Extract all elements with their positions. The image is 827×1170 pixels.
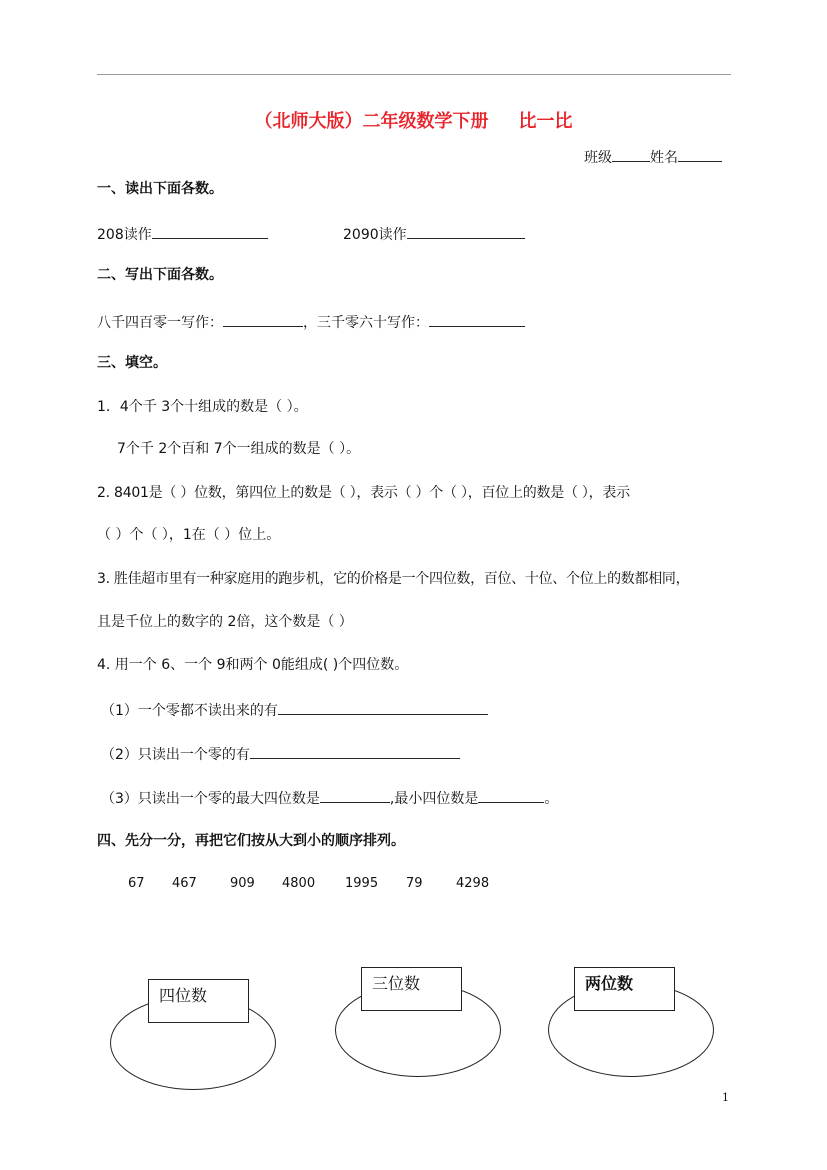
q4-sub3-blank-a[interactable]	[320, 788, 390, 803]
number-item: 1995	[345, 876, 379, 891]
number-item: 67	[128, 876, 145, 891]
q4-sub3-label-c: 。	[544, 791, 559, 807]
q4-sub1	[101, 700, 488, 720]
group-label-two-digit: 两位数	[574, 967, 675, 1011]
section4-heading: 四、先分一分，再把它们按从大到小的顺序排列。	[97, 833, 405, 849]
group-label-four-digit: 四位数	[148, 979, 249, 1023]
write-a-label: 八千四百零一写作：	[97, 315, 223, 331]
section1-item2	[343, 224, 525, 244]
name-blank[interactable]	[678, 147, 722, 162]
q4-sub3-label-a: （3）只读出一个零的最大四位数是	[101, 791, 320, 807]
name-label: 姓名	[650, 150, 678, 166]
class-blank[interactable]	[612, 147, 650, 162]
number-item: 4800	[282, 876, 316, 891]
q1-line1: 1．4个千 3个十组成的数是（ ）。	[97, 399, 308, 415]
q4-sub2	[101, 744, 460, 764]
section2-heading: 二、写出下面各数。	[97, 267, 223, 283]
number-item: 79	[406, 876, 423, 891]
q4-sub3	[101, 788, 558, 808]
write-a-blank[interactable]	[223, 312, 303, 327]
write-b-label: ，三千零六十写作：	[303, 315, 429, 331]
section3-heading: 三、填空。	[97, 355, 167, 371]
q2-line1: 2. 8401是（ ）位数，第四位上的数是（ ），表示（ ）个（ ），百位上的数是（ ），表示	[97, 485, 630, 501]
q4-sub3-label-b: ,最小四位数是	[389, 791, 479, 807]
group-label-three-digit: 三位数	[361, 967, 462, 1011]
title-main: （北师大版）二年级数学下册	[254, 111, 489, 132]
page-title	[0, 111, 827, 133]
q4-line: 4. 用一个 6、一个 9和两个 0能组成( )个四位数。	[97, 657, 409, 673]
number-item: 909	[230, 876, 255, 891]
q4-sub1-blank[interactable]	[278, 700, 488, 715]
section2-line	[97, 312, 525, 332]
title-sub: 比一比	[518, 111, 573, 132]
q4-sub1-label: （1）一个零都不读出来的有	[101, 703, 278, 719]
write-b-blank[interactable]	[429, 312, 525, 327]
header-rule	[97, 74, 731, 75]
number-item: 467	[172, 876, 197, 891]
item1-label: 208读作	[97, 227, 152, 243]
section1-item1	[97, 224, 268, 244]
class-label: 班级	[584, 150, 612, 166]
item2-blank[interactable]	[407, 224, 525, 239]
class-name-line	[584, 147, 722, 167]
page-number: 1	[722, 1091, 729, 1104]
item2-label: 2090读作	[343, 227, 407, 243]
number-item: 4298	[456, 876, 490, 891]
q4-sub3-blank-b[interactable]	[478, 788, 544, 803]
q3-line2: 且是千位上的数字的 2倍，这个数是（ ）	[97, 614, 353, 630]
q1-line2: 7个千 2个百和 7个一组成的数是（ ）。	[117, 441, 361, 457]
q4-sub2-blank[interactable]	[250, 744, 460, 759]
item1-blank[interactable]	[152, 224, 268, 239]
q4-sub2-label: （2）只读出一个零的有	[101, 747, 250, 763]
section1-heading: 一、读出下面各数。	[97, 181, 223, 197]
q3-line1: 3. 胜佳超市里有一种家庭用的跑步机，它的价格是一个四位数，百位、十位、个位上的数都相同，	[97, 571, 690, 587]
q2-line2: （ ）个（ ），1在（ ）位上。	[97, 527, 281, 543]
